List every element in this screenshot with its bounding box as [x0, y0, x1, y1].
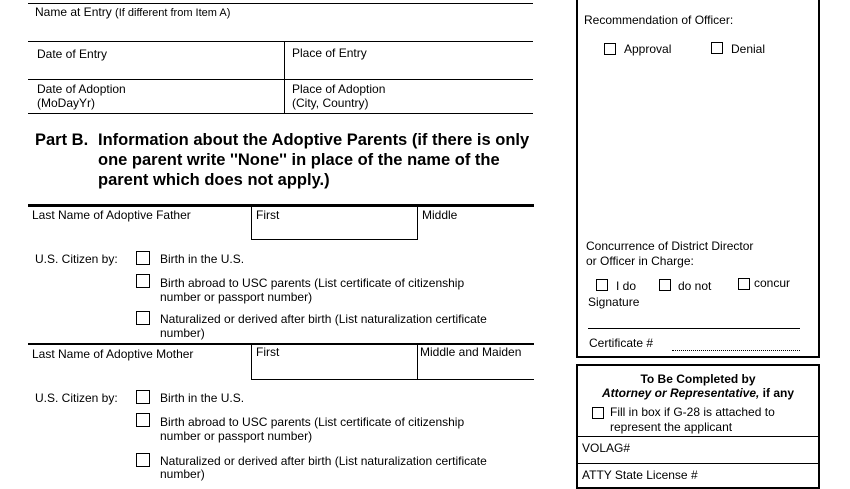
- father-middle-name-field[interactable]: [418, 206, 533, 239]
- father-middle-label: Middle: [422, 208, 458, 222]
- mother-naturalized-checkbox[interactable]: [136, 453, 150, 467]
- row-divider: [28, 113, 533, 114]
- part-b-title-line2: one parent write ''None'' in place of the name of the: [98, 151, 500, 169]
- atty-license-label: ATTY State License #: [582, 468, 698, 482]
- mother-birth-us-label: Birth in the U.S.: [160, 391, 245, 405]
- certificate-line: [672, 350, 800, 351]
- volag-field[interactable]: [578, 437, 818, 463]
- signature-label: Signature: [588, 295, 640, 309]
- father-naturalized-checkbox[interactable]: [136, 311, 150, 325]
- name-at-entry-label: Name at Entry (If different from Item A): [35, 5, 231, 19]
- certificate-field[interactable]: [672, 336, 800, 350]
- place-of-entry-field[interactable]: [285, 62, 533, 78]
- part-b-title-line1: Information about the Adoptive Parents (if there is only: [98, 131, 530, 149]
- part-b-title-line3: parent which does not apply.): [98, 171, 330, 189]
- denial-label: Denial: [731, 42, 766, 56]
- row-divider: [251, 239, 418, 240]
- father-birth-us-label: Birth in the U.S.: [160, 252, 245, 266]
- father-first-name-field[interactable]: [251, 206, 417, 239]
- father-birth-abroad-checkbox[interactable]: [136, 274, 150, 288]
- mother-citizen-by-label: U.S. Citizen by:: [35, 391, 118, 405]
- approval-label: Approval: [624, 42, 672, 56]
- signature-field[interactable]: [588, 312, 800, 328]
- i-do-label: I do: [616, 279, 637, 293]
- attorney-title-line1: To Be Completed by: [640, 372, 756, 386]
- concur-label: concur: [754, 276, 791, 290]
- mother-middle-label: Middle and Maiden: [420, 345, 522, 359]
- father-birth-abroad-line1: Birth abroad to USC parents (List certificate of citizenship: [160, 276, 465, 290]
- date-of-adoption-format: (MoDayYr): [37, 96, 96, 110]
- row-divider: [28, 41, 533, 42]
- mother-naturalized-line2: number): [160, 467, 205, 481]
- do-not-checkbox[interactable]: [659, 279, 671, 291]
- mother-naturalized-line1: Naturalized or derived after birth (List naturalization certificate: [160, 454, 487, 468]
- father-last-name-field[interactable]: [28, 222, 250, 239]
- i-do-checkbox[interactable]: [596, 279, 608, 291]
- top-border-line: [28, 3, 533, 4]
- father-last-name-label: Last Name of Adoptive Father: [32, 208, 191, 222]
- father-first-label: First: [256, 208, 280, 222]
- mother-last-name-field[interactable]: [28, 362, 250, 379]
- mother-birth-us-checkbox[interactable]: [136, 390, 150, 404]
- place-of-entry-label: Place of Entry: [292, 46, 367, 60]
- do-not-label: do not: [678, 279, 712, 293]
- date-of-entry-field[interactable]: [28, 62, 283, 78]
- father-birth-us-checkbox[interactable]: [136, 251, 150, 265]
- father-birth-abroad-line2: number or passport number): [160, 290, 313, 304]
- g28-line2: represent the applicant: [610, 420, 733, 434]
- father-citizen-by-label: U.S. Citizen by:: [35, 252, 118, 266]
- mother-birth-abroad-line2: number or passport number): [160, 429, 313, 443]
- g28-checkbox[interactable]: [592, 407, 604, 419]
- row-divider: [578, 463, 819, 464]
- father-naturalized-line1: Naturalized or derived after birth (List naturalization certificate: [160, 312, 487, 326]
- recommendation-label: Recommendation of Officer:: [584, 13, 734, 27]
- mother-birth-abroad-line1: Birth abroad to USC parents (List certificate of citizenship: [160, 415, 465, 429]
- signature-line: [588, 328, 800, 329]
- mother-middle-name-field[interactable]: [418, 361, 533, 379]
- row-divider: [251, 379, 534, 380]
- row-divider: [28, 79, 533, 80]
- date-of-adoption-label: Date of Adoption: [37, 82, 126, 96]
- part-b-label: Part B.: [35, 131, 89, 149]
- place-of-adoption-format: (City, Country): [292, 96, 369, 110]
- mother-first-name-field[interactable]: [251, 345, 417, 379]
- date-of-entry-label: Date of Entry: [37, 47, 108, 61]
- concurrence-line2: or Officer in Charge:: [586, 254, 694, 268]
- column-divider: [284, 79, 285, 114]
- concurrence-line1: Concurrence of District Director: [586, 239, 754, 253]
- volag-label: VOLAG#: [582, 441, 631, 455]
- certificate-label: Certificate #: [589, 336, 654, 350]
- attorney-title-line2: Attorney or Representative, if any: [601, 386, 795, 400]
- g28-line1: Fill in box if G-28 is attached to: [610, 405, 775, 419]
- mother-first-label: First: [256, 345, 280, 359]
- place-of-adoption-label: Place of Adoption: [292, 82, 386, 96]
- concur-checkbox[interactable]: [738, 278, 750, 290]
- denial-checkbox[interactable]: [711, 42, 723, 54]
- name-at-entry-field[interactable]: [28, 20, 533, 40]
- approval-checkbox[interactable]: [604, 43, 616, 55]
- mother-last-name-label: Last Name of Adoptive Mother: [32, 347, 194, 361]
- mother-birth-abroad-checkbox[interactable]: [136, 413, 150, 427]
- father-naturalized-line2: number): [160, 326, 205, 340]
